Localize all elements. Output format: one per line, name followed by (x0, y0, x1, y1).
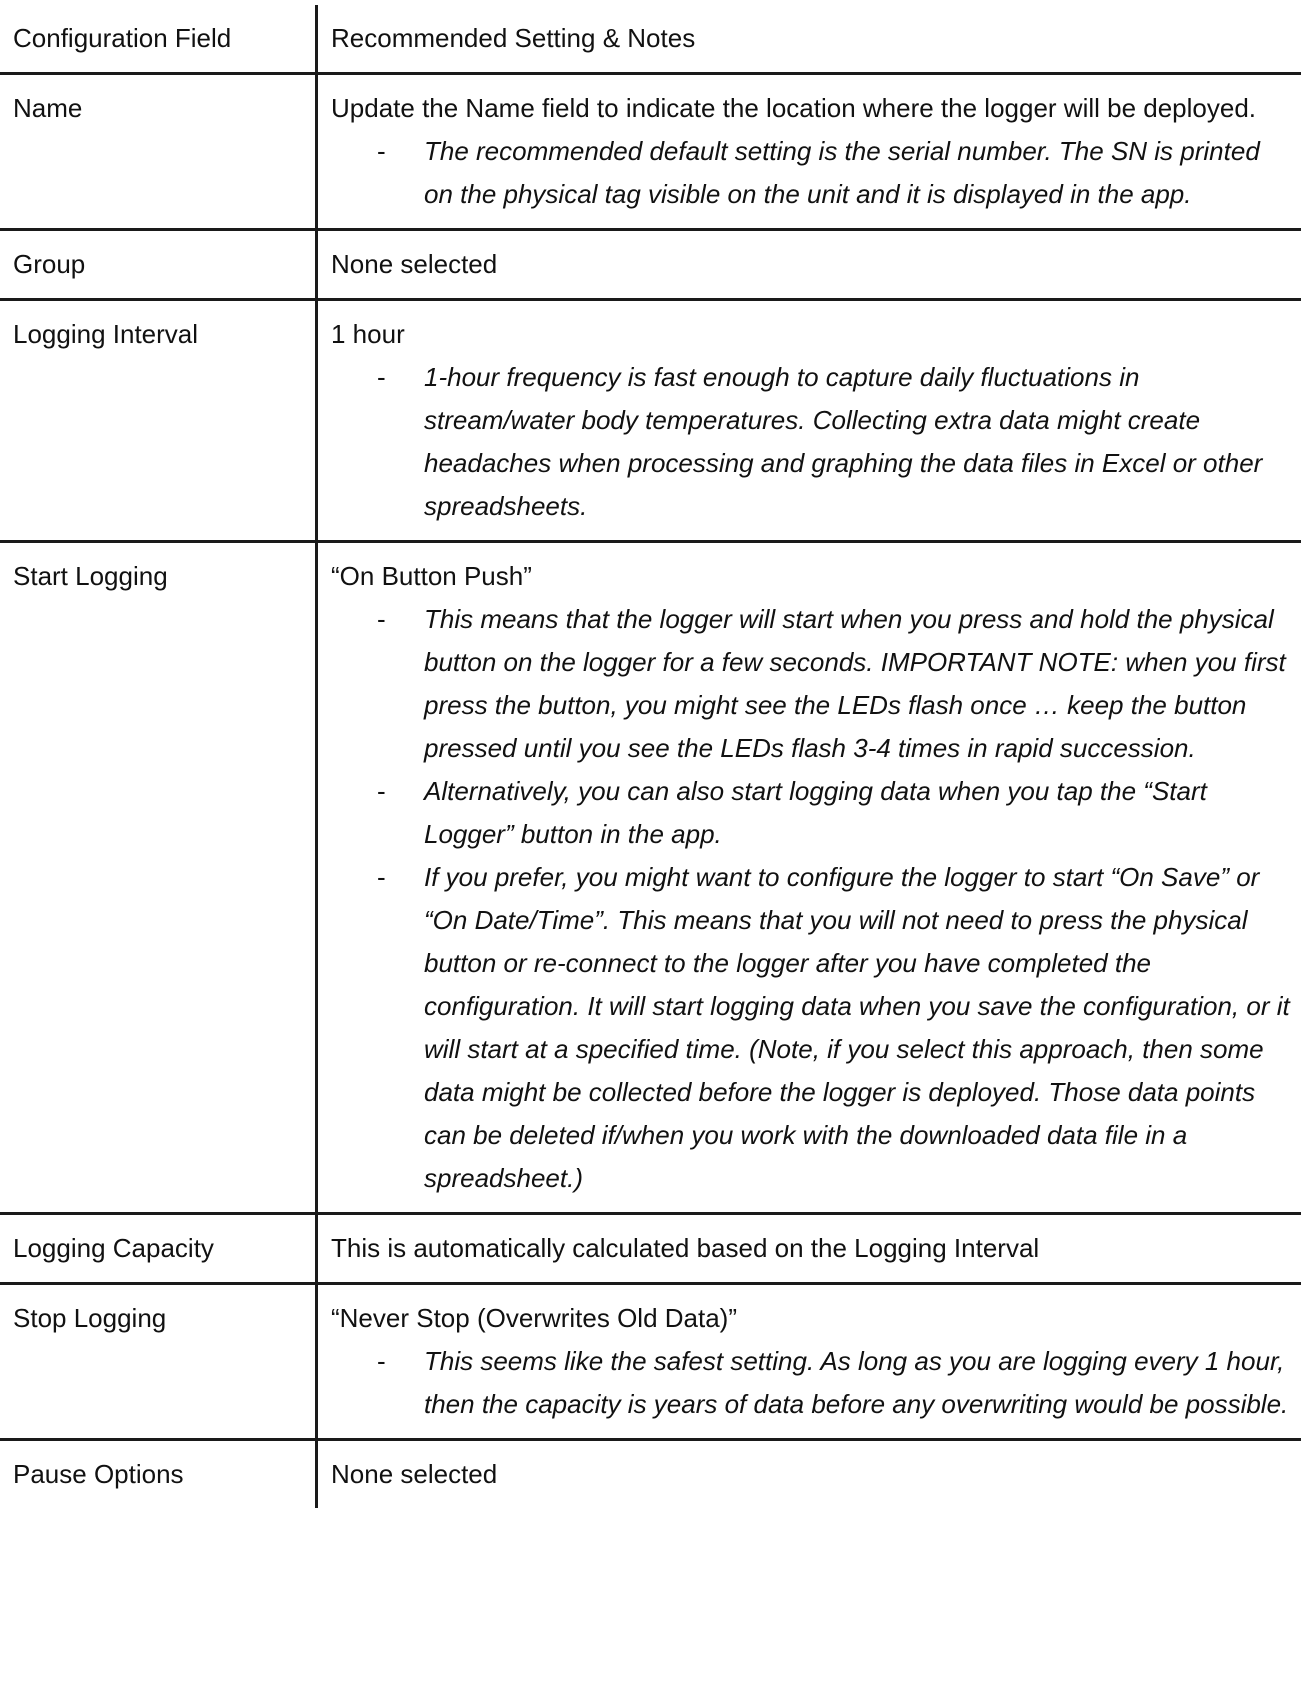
header-notes-cell: Recommended Setting & Notes (317, 5, 1302, 74)
note-item: - Alternatively, you can also start logging data when you tap the “Start Logger” button in the app. (331, 770, 1291, 856)
setting-value: “Never Stop (Overwrites Old Data)” (331, 1303, 737, 1333)
setting-cell (317, 230, 1302, 300)
table-row-name (0, 74, 1301, 230)
setting-value: None selected (331, 249, 498, 279)
setting-cell (317, 300, 1302, 542)
setting-cell (317, 1214, 1302, 1284)
setting-value: This is automatically calculated based on the Logging Interval (331, 1233, 1040, 1263)
header-field-cell: Configuration Field (0, 5, 317, 74)
setting-cell (317, 1284, 1302, 1440)
setting-value: 1 hour (331, 319, 405, 349)
table-row-logging-interval (0, 300, 1301, 542)
table-header-row (0, 5, 1301, 74)
note-item: - If you prefer, you might want to configure the logger to start “On Save” or “On Date/Time”. This means that you will not need to press the physical button or re-connect to the logger after you have completed the configuration. It will start logging data when you save the configuration, or it will start at a specified time. (Note, if you select this approach, then some data might be collected before the logger is deployed. Those data points can be deleted if/when you work with the downloaded data file in a spreadsheet.) (331, 856, 1291, 1200)
field-name: Logging Capacity (0, 1214, 317, 1284)
field-name: Stop Logging (0, 1284, 317, 1440)
field-name: Name (0, 74, 317, 230)
setting-cell (317, 74, 1302, 230)
note-item: - The recommended default setting is the serial number. The SN is printed on the physical tag visible on the unit and it is displayed in the app. (331, 130, 1291, 216)
setting-value: None selected (331, 1459, 498, 1489)
notes-list (331, 130, 1291, 216)
field-name: Logging Interval (0, 300, 317, 542)
setting-cell (317, 542, 1302, 1214)
setting-cell (317, 1440, 1302, 1509)
field-name: Start Logging (0, 542, 317, 1214)
table-row-group (0, 230, 1301, 300)
notes-list (331, 1340, 1291, 1426)
field-name: Group (0, 230, 317, 300)
note-item: - This seems like the safest setting. As long as you are logging every 1 hour, then the capacity is years of data before any overwriting would be possible. (331, 1340, 1291, 1426)
field-name: Pause Options (0, 1440, 317, 1509)
table-row-stop-logging (0, 1284, 1301, 1440)
setting-value: “On Button Push” (331, 561, 532, 591)
note-item: - This means that the logger will start when you press and hold the physical button on the logger for a few seconds. IMPORTANT NOTE: when you first press the button, you might see the LEDs flash once … keep the button pressed until you see the LEDs flash 3-4 times in rapid succession. (331, 598, 1291, 770)
configuration-table (0, 5, 1301, 1508)
table-row-pause-options (0, 1440, 1301, 1509)
notes-list (331, 356, 1291, 528)
table-row-start-logging (0, 542, 1301, 1214)
notes-list (331, 598, 1291, 1200)
note-item: - 1-hour frequency is fast enough to capture daily fluctuations in stream/water body temperatures. Collecting extra data might create headaches when processing and graphing the data files in Excel or other spreadsheets. (331, 356, 1291, 528)
setting-value: Update the Name field to indicate the location where the logger will be deployed. (331, 93, 1257, 123)
table-row-logging-capacity (0, 1214, 1301, 1284)
